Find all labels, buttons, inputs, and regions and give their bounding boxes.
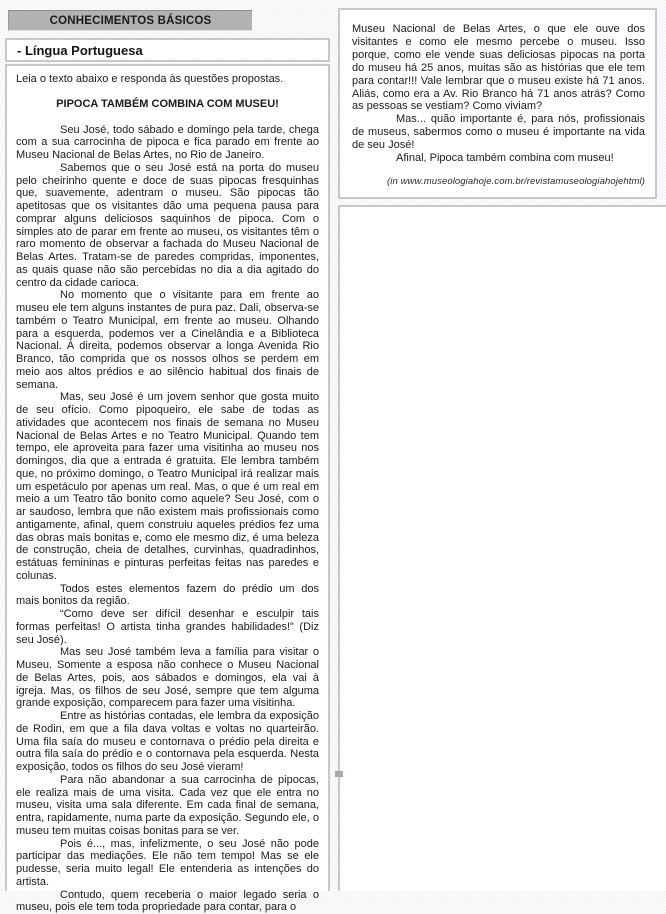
paragraph: Entre as histórias contadas, ele lembra da exposição de Rodin, em que a fila dava voltas e voltas no quarteirão. Uma fila saía do museu e contornava o prédio pela direita e outra fila saía do prédio e o contornava pela esquerda. Nesta exposição, todos os filhos do seu José vieram! xyxy=(16,710,319,774)
section-header-label: CONHECIMENTOS BÁSICOS xyxy=(50,15,212,27)
source-citation: (in www.museologiahoje.com.br/revistamuseologiahojehtml) xyxy=(352,176,645,189)
paragraph: Para não abandonar a sua carrocinha de pipocas, ele realiza mais de uma visita. Cada vez que ele entra no museu, visita uma sala diferente. Em cada final de semana, entra, rapidamente, numa parte da exposição. Segundo ele, o museu tem muitas coisas bonitas para se ver. xyxy=(16,774,319,838)
paragraph: Seu José, todo sábado e domingo pela tarde, chega com a sua carrocinha de pipoca e fica parado em frente ao Museu Nacional de Belas Artes, no Rio de Janeiro. xyxy=(16,124,319,162)
paragraph: Mas seu José também leva a família para visitar o Museu. Somente a esposa não conhece o Museu Nacional de Belas Artes, pois, aos sábados e domingos, ela vai à igreja. Mas, os filhos de seu José, sempre que tem alguma grande exposição, comparecem para fazer uma visitinha. xyxy=(16,646,319,710)
paragraph: Afinal, Pipoca também combina com museu! xyxy=(352,152,645,165)
paragraph: Mas, seu José é um jovem senhor que gosta muito de seu ofício. Como pipoqueiro, ele sabe de todas as atividades que acontecem nos finais de semana no Museu Nacional de Belas Artes e no Teatro Municipal. Quando tem tempo, ele aproveita para fazer uma visitinha ao museu nos domingos, dia que a entrada é gratuita. Ele lembra também que, no próximo domingo, o Teatro Municipal irá realizar mais um espetáculo por apenas um real. Mas, o que é um real em meio a um Teatro tão bonito como aquele? Seu José, com o ar saudoso, lembra que não existem mais profissionais como antigamente, afinal, quem construiu aqueles prédios fez uma das obras mais bonitas e, como ele mesmo diz, é uma beleza de construção, cheia de detalhes, curvinhas, quadradinhos, estátuas femininas e pinturas perfeitas feitas nas paredes e colunas. xyxy=(16,391,319,582)
paragraph: No momento que o visitante para em frente ao museu ele tem alguns instantes de pura paz. Dali, observa-se também o Teatro Municipal, em frente ao museu. Olhando para a esquerda, podemos ver a Cinelândia e a Biblioteca Nacional. À direita, podemos observar a longa Avenida Rio Branco, tão comprida que os nossos olhos se perdem em meio aos altos prédios e ao silêncio habitual dos finais de semana. xyxy=(16,289,319,391)
paragraph: Sabemos que o seu José está na porta do museu pelo cheirinho quente e doce de suas pipocas fresquinhas que, suavemente, adentram o museu. São pipocas tão apetitosas que os visitantes dão uma pequena pausa para comprar alguns deliciosos saquinhos de pipoca. Com o simples ato de parar em frente ao museu, os visitantes têm o raro momento de observar a fachada do Museu Nacional de Belas Artes. Tratam-se de paredes compridas, imponentes, as quais quase não são percebidas no dia a dia agitado do centro da cidade carioca. xyxy=(16,162,319,290)
border-handle-mark xyxy=(335,771,343,777)
subject-title-box xyxy=(5,38,330,62)
instruction-line: Leia o texto abaixo e responda às questões propostas. xyxy=(16,73,319,86)
subject-title-label: - Língua Portuguesa xyxy=(17,43,143,58)
left-text-column xyxy=(5,64,330,891)
section-header-bar xyxy=(8,10,252,31)
paragraph-continuation: Museu Nacional de Belas Artes, o que ele ouve dos visitantes e como ele mesmo percebe o museu. Isso porque, como ele vende suas deliciosas pipocas na porta do museu há 25 anos, muitas são as histórias que ele tem para contar!!! Vale lembrar que o museu existe há 71 anos. Aliás, como era a Av. Rio Branco há 71 anos atrás? Como as pessoas se vestiam? Como viviam? xyxy=(352,23,645,113)
paragraph: Contudo, quem receberia o maior legado seria o museu, pois ele tem toda propriedade para contar, para o xyxy=(16,889,319,914)
paragraph: Todos estes elementos fazem do prédio um dos mais bonitos da região. xyxy=(16,583,319,609)
paragraph: Pois é..., mas, infelizmente, o seu José não pode participar das mediações. Ele não tem tempo! Mas se ele pudesse, seria muito legal! Ele entenderia as intenções do artista. xyxy=(16,838,319,889)
paragraph: “Como deve ser difícil desenhar e esculpir tais formas perfeitas! O artista tinha grandes habilidades!” (Diz seu José). xyxy=(16,608,319,646)
right-text-column xyxy=(338,8,657,199)
empty-answer-box xyxy=(338,205,666,891)
text-title: PIPOCA TAMBÉM COMBINA COM MUSEU! xyxy=(16,98,319,111)
paragraph: Mas... quão importante é, para nós, profissionais de museus, sabermos como o museu é importante na vida de seu José! xyxy=(352,113,645,152)
